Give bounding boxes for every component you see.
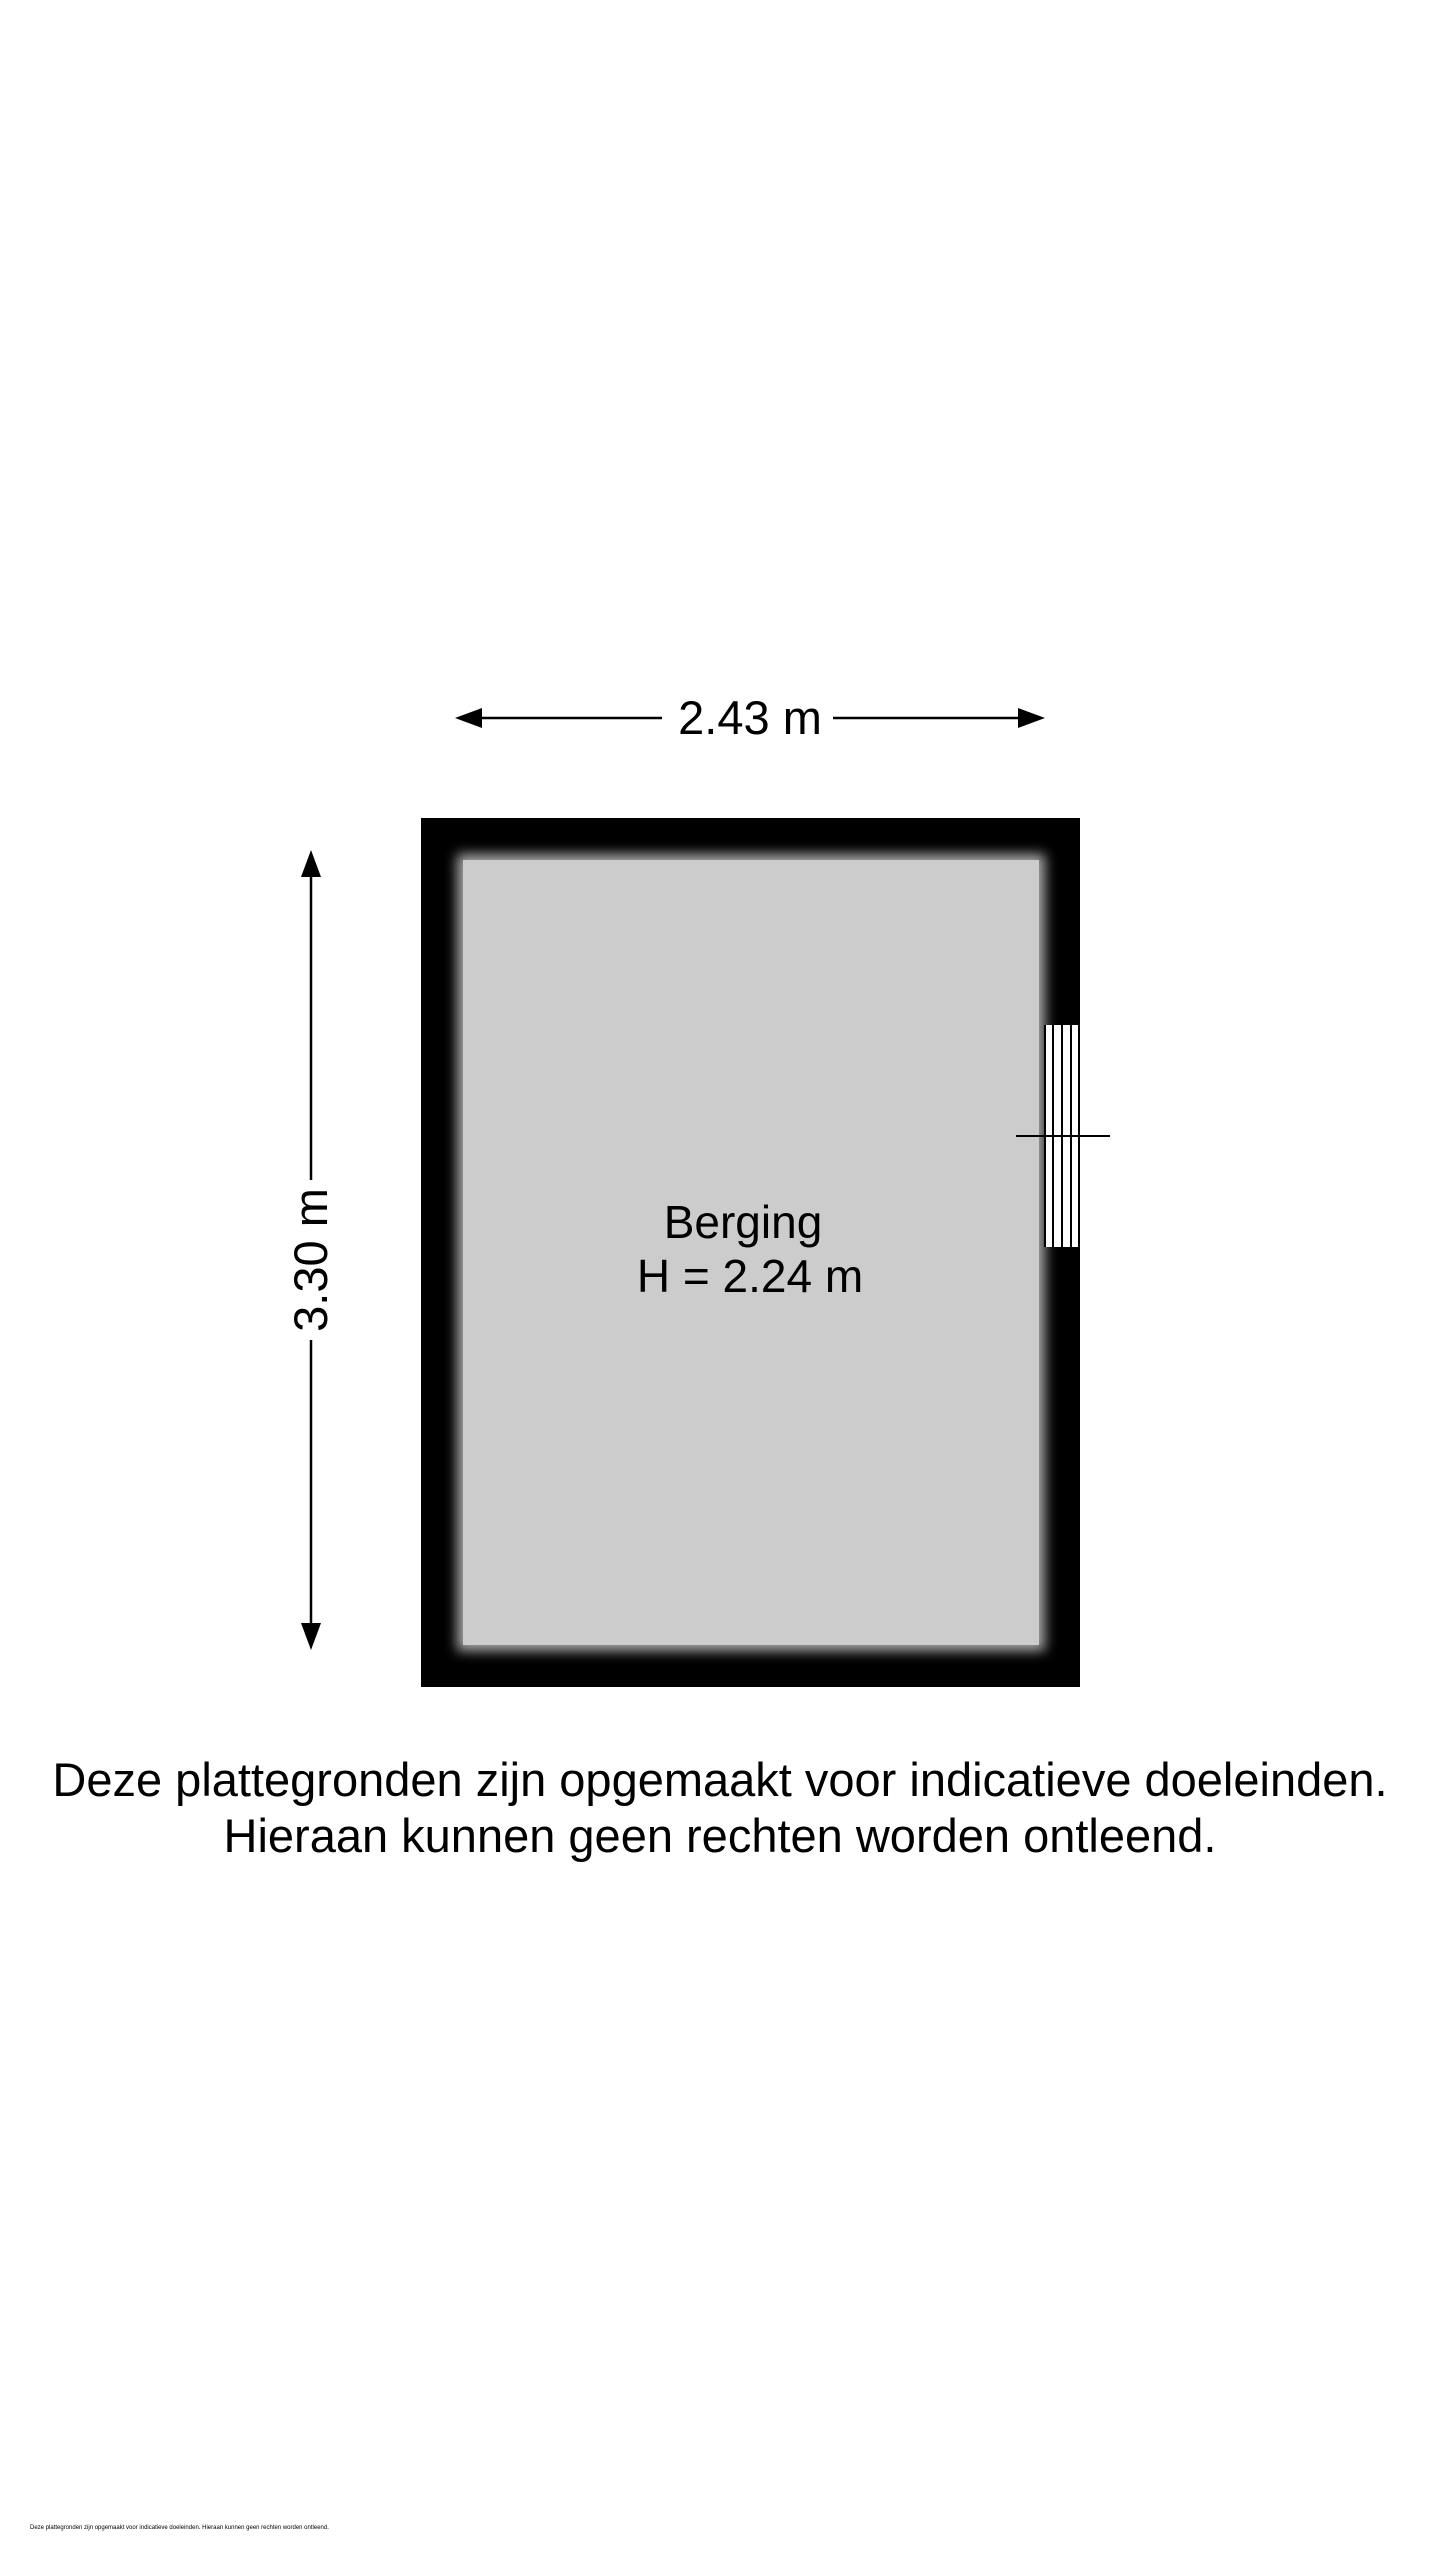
arrow-right-icon <box>1018 708 1045 728</box>
disclaimer-line-2: Hieraan kunnen geen rechten worden ontleend. <box>223 1809 1217 1862</box>
arrow-up-icon <box>301 850 321 877</box>
depth-dimension <box>284 850 337 1650</box>
width-label: 2.43 m <box>678 691 822 744</box>
arrow-left-icon <box>455 708 482 728</box>
room-height: H = 2.24 m <box>636 1250 864 1302</box>
footnote-text: Deze plattegronden zijn opgemaakt voor indicatieve doeleinden. Hieraan kunnen geen rechten worden ontleend. <box>30 2525 329 2531</box>
arrow-down-icon <box>301 1623 321 1650</box>
depth-label: 3.30 m <box>284 1188 337 1332</box>
room-name: Berging <box>663 1196 823 1248</box>
disclaimer-line-1: Deze plattegronden zijn opgemaakt voor indicatieve doeleinden. <box>52 1753 1388 1806</box>
width-dimension <box>455 691 1045 744</box>
